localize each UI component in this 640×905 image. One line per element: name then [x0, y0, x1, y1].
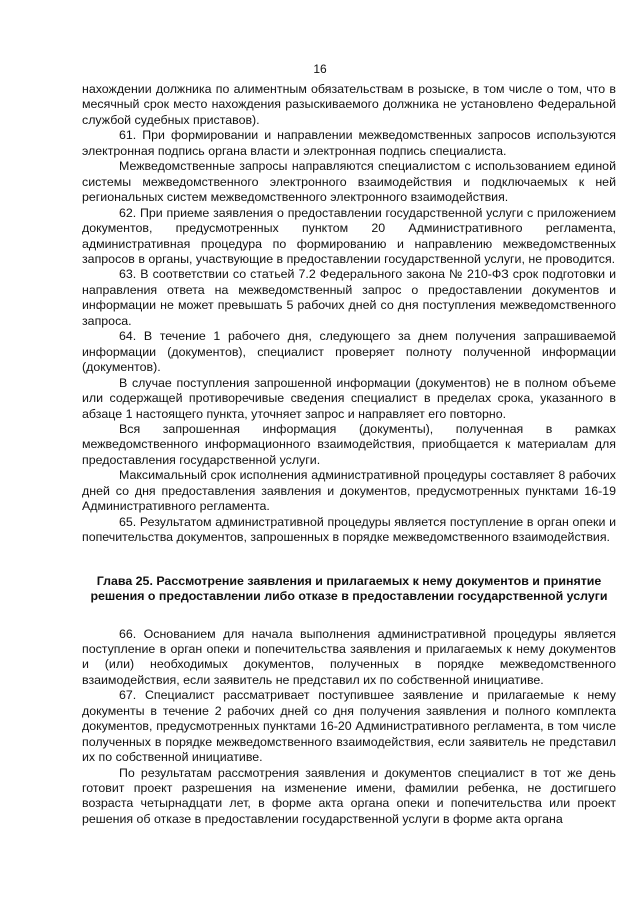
paragraph-65: 65. Результатом административной процедуры является поступление в орган опеки и попечительства документов, запрошенных в порядке межведомственного взаимодействия. — [82, 514, 616, 545]
paragraph-67: 67. Специалист рассматривает поступившее заявление и прилагаемые к нему документы в течение 2 рабочих дней со дня получения заявления и полного комплекта документов, предусмотренных пунктами 16-20 Административного регламента, в том числе полученных в порядке межведомственного взаимодействия, если заявитель не представил их по собственной инициативе. — [82, 688, 616, 765]
paragraph-continuation: нахождении должника по алиментным обязательствам в розыске, в том числе о том, что в месячный срок место нахождения разыскиваемого должника не установлено Федеральной службой судебных приставов). — [82, 82, 616, 127]
paragraph-63: 63. В соответствии со статьей 7.2 Федерального закона № 210-ФЗ срок подготовки и направления ответа на межведомственный запрос о предоставлении документов и информации не может превышать 5 рабочих дней со дня поступления межведомственного запроса. — [82, 267, 616, 328]
chapter-heading: Глава 25. Рассмотрение заявления и прилагаемых к нему документов и принятие решения о предоставлении либо отказе в предоставлении государственной услуги — [90, 573, 608, 604]
document-body — [82, 82, 616, 827]
paragraph-64-attached-info: Вся запрошенная информация (документы), полученная в рамках межведомственного информационного взаимодействия, приобщается к материалам для предоставления государственной услуги. — [82, 421, 616, 467]
paragraph-67-review-results: По результатам рассмотрения заявления и документов специалист в тот же день готовит проект разрешения на изменение имени, фамилии ребенка, не достигшего возраста четырнадцати лет, в форме акта органа опеки и попечительства или проект решения об отказе в предоставлении государственной услуги в форме акта органа — [82, 765, 616, 826]
paragraph-64: 64. В течение 1 рабочего дня, следующего за днем получения запрашиваемой информации (документов), специалист проверяет полноту полученной информации (документов). — [82, 329, 616, 375]
paragraph-62: 62. При приеме заявления о предоставлении государственной услуги с приложением документов, предусмотренных пунктом 20 Административного регламента, административная процедура по формированию и направлению межведомственных запросов в органы, участвующие в предоставлении государственной услуги, не проводится. — [82, 205, 616, 266]
page-number: 16 — [313, 62, 327, 76]
paragraph-61-interagency-requests: Межведомственные запросы направляются специалистом с использованием единой системы межведомственного электронного взаимодействия и подключаемых к ней региональных систем межведомственного электронного взаимодействия. — [82, 159, 616, 205]
paragraph-64-max-term: Максимальный срок исполнения административной процедуры составляет 8 рабочих дней со дня предоставления заявления и документов, предусмотренных пунктами 16-19 Административного регламента. — [82, 468, 616, 514]
paragraph-61: 61. При формировании и направлении межведомственных запросов используются электронная подпись органа власти и электронная подпись специалиста. — [82, 128, 616, 158]
paragraph-66: 66. Основанием для начала выполнения административной процедуры является поступление в орган опеки и попечительства заявления и прилагаемых к нему документов и (или) необходимых документов, полученных в порядке межведомственного взаимодействия, если заявитель не представил их по собственной инициативе. — [82, 626, 616, 687]
paragraph-64-incomplete-info: В случае поступления запрошенной информации (документов) не в полном объеме или содержащей противоречивые сведения специалист в пределах срока, указанного в абзаце 1 настоящего пункта, уточняет запрос и направляет его повторно. — [82, 375, 616, 421]
